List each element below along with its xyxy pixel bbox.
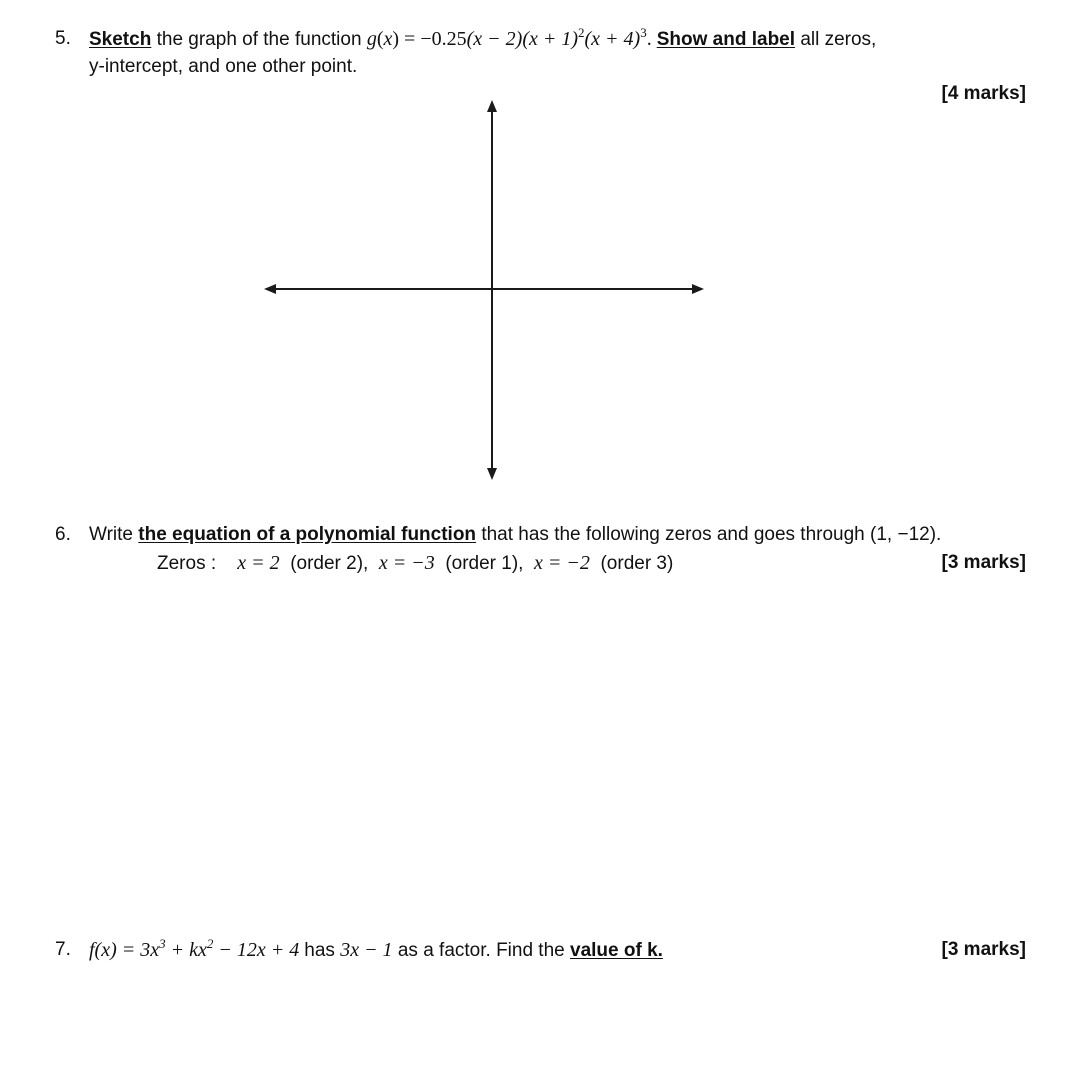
q5-marks: [4 marks] [941, 83, 1026, 104]
q6-zero-3: x = −2 [534, 552, 590, 574]
q6-line1 [89, 524, 941, 546]
q6-order-2: (order 1), [445, 553, 524, 574]
q6-text-b: that has the following zeros and goes through (1, −12). [481, 524, 942, 545]
q6-zero-2: x = −3 [378, 552, 435, 574]
q7-function-expression: $f(x) = 3x^3 + kx^2 - 12x + 4$ [89, 936, 300, 961]
q6-text-a: Write [89, 524, 133, 545]
q5-sketch-keyword: Sketch [89, 29, 152, 50]
q7-line1 [89, 936, 663, 962]
q5-number: 5. [55, 28, 71, 49]
q6-zero-1: x = 2 [237, 552, 280, 574]
y-axis-top-arrow [487, 100, 497, 112]
x-axis-left-arrow [264, 284, 276, 294]
q7-emphasis: value of k. [570, 940, 663, 961]
q6-zeros-label: Zeros : [157, 553, 217, 574]
q5-text-b: all zeros, [800, 29, 877, 50]
q7-marks: [3 marks] [941, 939, 1026, 960]
q5-line2: y-intercept, and one other point. [89, 56, 358, 77]
q7-number: 7. [55, 939, 71, 960]
q7-factor: 3x − 1 [340, 939, 393, 961]
q6-order-1: (order 2), [290, 553, 369, 574]
q6-number: 6. [55, 524, 71, 545]
q5-text-a: the graph of the function [156, 29, 362, 50]
q5-show-label-keyword: Show and label [656, 29, 796, 50]
q7-text-a: has [304, 940, 335, 961]
q6-order-3: (order 3) [600, 553, 674, 574]
q6-zeros-line [157, 552, 673, 575]
q5-function-expression: $g(x) = -0.25(x - 2)(x + 1)^2(x + 4)^3$. [366, 25, 652, 50]
q6-marks: [3 marks] [941, 552, 1026, 573]
x-axis-right-arrow [692, 284, 704, 294]
q6-emphasis: the equation of a polynomial function [138, 524, 477, 545]
y-axis-bottom-arrow [487, 468, 497, 480]
q7-text-b: as a factor. Find the [397, 940, 565, 961]
